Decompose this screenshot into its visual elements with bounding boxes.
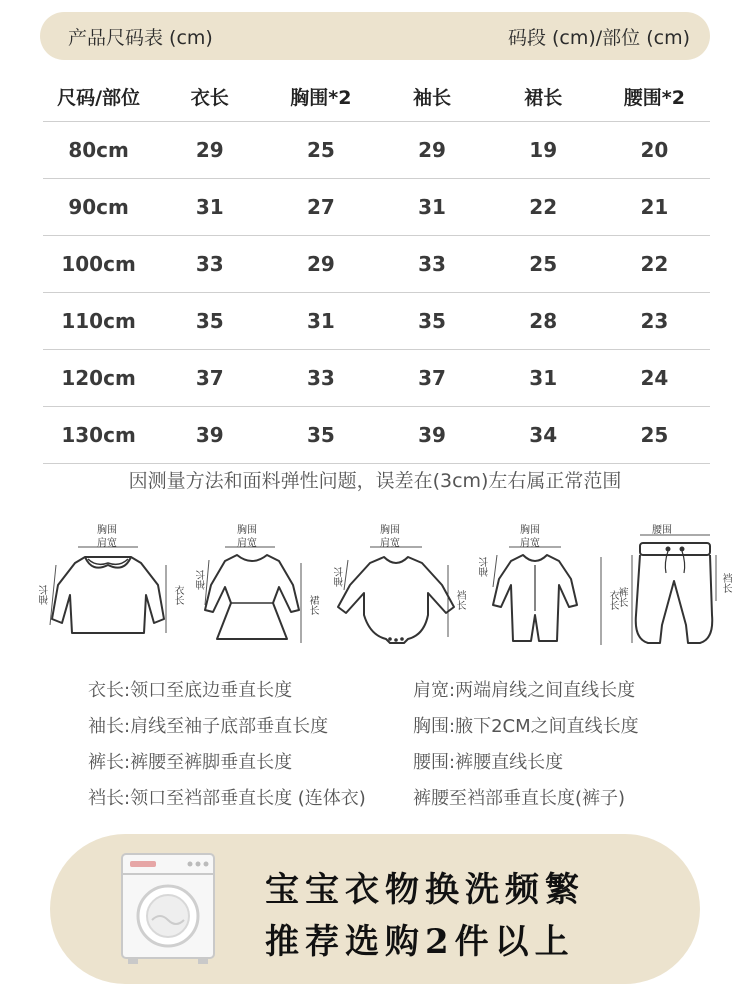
measurement-cell: 31 [376, 179, 487, 236]
measurement-cell: 35 [154, 293, 265, 350]
table-row [43, 350, 710, 407]
figure-label: 胸围 [97, 525, 117, 536]
figure-pants [610, 515, 740, 665]
figure-label: 衣长 [172, 585, 183, 605]
unit-label: 码段 (cm)/部位 (cm) [507, 26, 690, 49]
figure-label: 腰围 [652, 525, 672, 536]
measurement-note: 因测量方法和面料弹性问题，误差在(3cm)左右属正常范围 [128, 470, 622, 492]
definition-item: 裤腰至裆部垂直长度(裤子) [413, 788, 626, 809]
measurement-cell: 23 [599, 293, 710, 350]
measurement-cell: 20 [599, 122, 710, 179]
measurement-figures [30, 515, 730, 665]
measurement-cell: 22 [488, 179, 599, 236]
measurement-cell: 28 [488, 293, 599, 350]
size-cell: 130cm [43, 407, 154, 464]
measurement-cell: 29 [376, 122, 487, 179]
measurement-cell: 21 [599, 179, 710, 236]
definition-item: 胸围:腋下2CM之间直线长度 [413, 716, 639, 737]
measurement-cell: 39 [376, 407, 487, 464]
column-header: 腰围*2 [623, 86, 685, 109]
column-header: 裙长 [524, 86, 563, 109]
size-cell: 80cm [43, 122, 154, 179]
table-row [43, 179, 710, 236]
figure-romper [475, 515, 618, 665]
size-cell: 120cm [43, 350, 154, 407]
table-row [43, 293, 710, 350]
definition-item: 肩宽:两端肩线之间直线长度 [413, 680, 636, 701]
measurement-cell: 29 [265, 236, 376, 293]
measurement-cell: 25 [599, 407, 710, 464]
measurement-cell: 31 [488, 350, 599, 407]
definition-item: 袖长:肩线至袖子底部垂直长度 [88, 716, 329, 737]
measurement-cell: 25 [488, 236, 599, 293]
column-header: 袖长 [413, 86, 452, 109]
measurement-cell: 35 [265, 407, 376, 464]
column-header: 尺码/部位 [57, 86, 141, 109]
measurement-cell: 22 [599, 236, 710, 293]
definition-item: 裆长:领口至裆部垂直长度 (连体衣) [88, 788, 366, 809]
romper-outline-icon [475, 515, 615, 665]
measurement-cell: 33 [376, 236, 487, 293]
measurement-cell: 37 [154, 350, 265, 407]
figure-label: 肩宽 [520, 538, 540, 549]
column-header: 衣长 [190, 86, 229, 109]
size-cell: 110cm [43, 293, 154, 350]
figure-label: 裤长 [616, 587, 627, 607]
figure-label: 肩宽 [97, 538, 117, 549]
measurement-cell: 27 [265, 179, 376, 236]
measurement-cell: 25 [265, 122, 376, 179]
size-table [43, 71, 710, 464]
washing-machine-icon [118, 850, 218, 968]
definition-item: 腰围:裤腰直线长度 [413, 752, 564, 773]
figure-label: 胸围 [380, 525, 400, 536]
figure-label: 袖长 [40, 585, 51, 605]
measurement-cell: 24 [599, 350, 710, 407]
figure-label: 胸围 [237, 525, 257, 536]
size-chart-header [40, 12, 710, 60]
table-row [43, 236, 710, 293]
table-row [43, 122, 710, 179]
bodysuit-outline-icon [330, 515, 470, 665]
measurement-cell: 33 [265, 350, 376, 407]
banner-line-1: 宝宝衣物换洗频繁 [265, 870, 585, 910]
definition-item: 裤长:裤腰至裤脚垂直长度 [88, 752, 293, 773]
column-header: 胸围*2 [290, 86, 352, 109]
figure-label: 袖长 [335, 567, 346, 587]
measurement-cell: 37 [376, 350, 487, 407]
size-cell: 100cm [43, 236, 154, 293]
banner-line-2: 推荐选购2件以上 [265, 922, 575, 962]
size-chart-title: 产品尺码表 (cm) [68, 26, 213, 49]
table-header-row [43, 71, 710, 122]
figure-label: 衣长 [607, 590, 618, 610]
measurement-cell: 33 [154, 236, 265, 293]
figure-label: 裆长 [454, 590, 465, 610]
figure-label: 胸围 [520, 525, 540, 536]
measurement-cell: 19 [488, 122, 599, 179]
figure-dress [195, 515, 335, 665]
figure-label: 袖长 [197, 570, 208, 590]
figure-label: 肩宽 [237, 538, 257, 549]
table-body [43, 122, 710, 464]
figure-label: 袖长 [480, 557, 491, 577]
size-cell: 90cm [43, 179, 154, 236]
dress-outline-icon [195, 515, 325, 665]
measurement-cell: 34 [488, 407, 599, 464]
table-row [43, 407, 710, 464]
measurement-cell: 31 [154, 179, 265, 236]
wash-tip-banner [50, 834, 700, 984]
measurement-cell: 29 [154, 122, 265, 179]
definition-item: 衣长:领口至底边垂直长度 [88, 680, 293, 701]
measurement-cell: 35 [376, 293, 487, 350]
measurement-cell: 39 [154, 407, 265, 464]
figure-shirt [30, 515, 183, 665]
figure-label: 裙长 [307, 595, 318, 615]
figure-label: 肩宽 [380, 538, 400, 549]
figure-bodysuit [330, 515, 470, 665]
measurement-cell: 31 [265, 293, 376, 350]
figure-label: 裆长 [720, 573, 731, 593]
